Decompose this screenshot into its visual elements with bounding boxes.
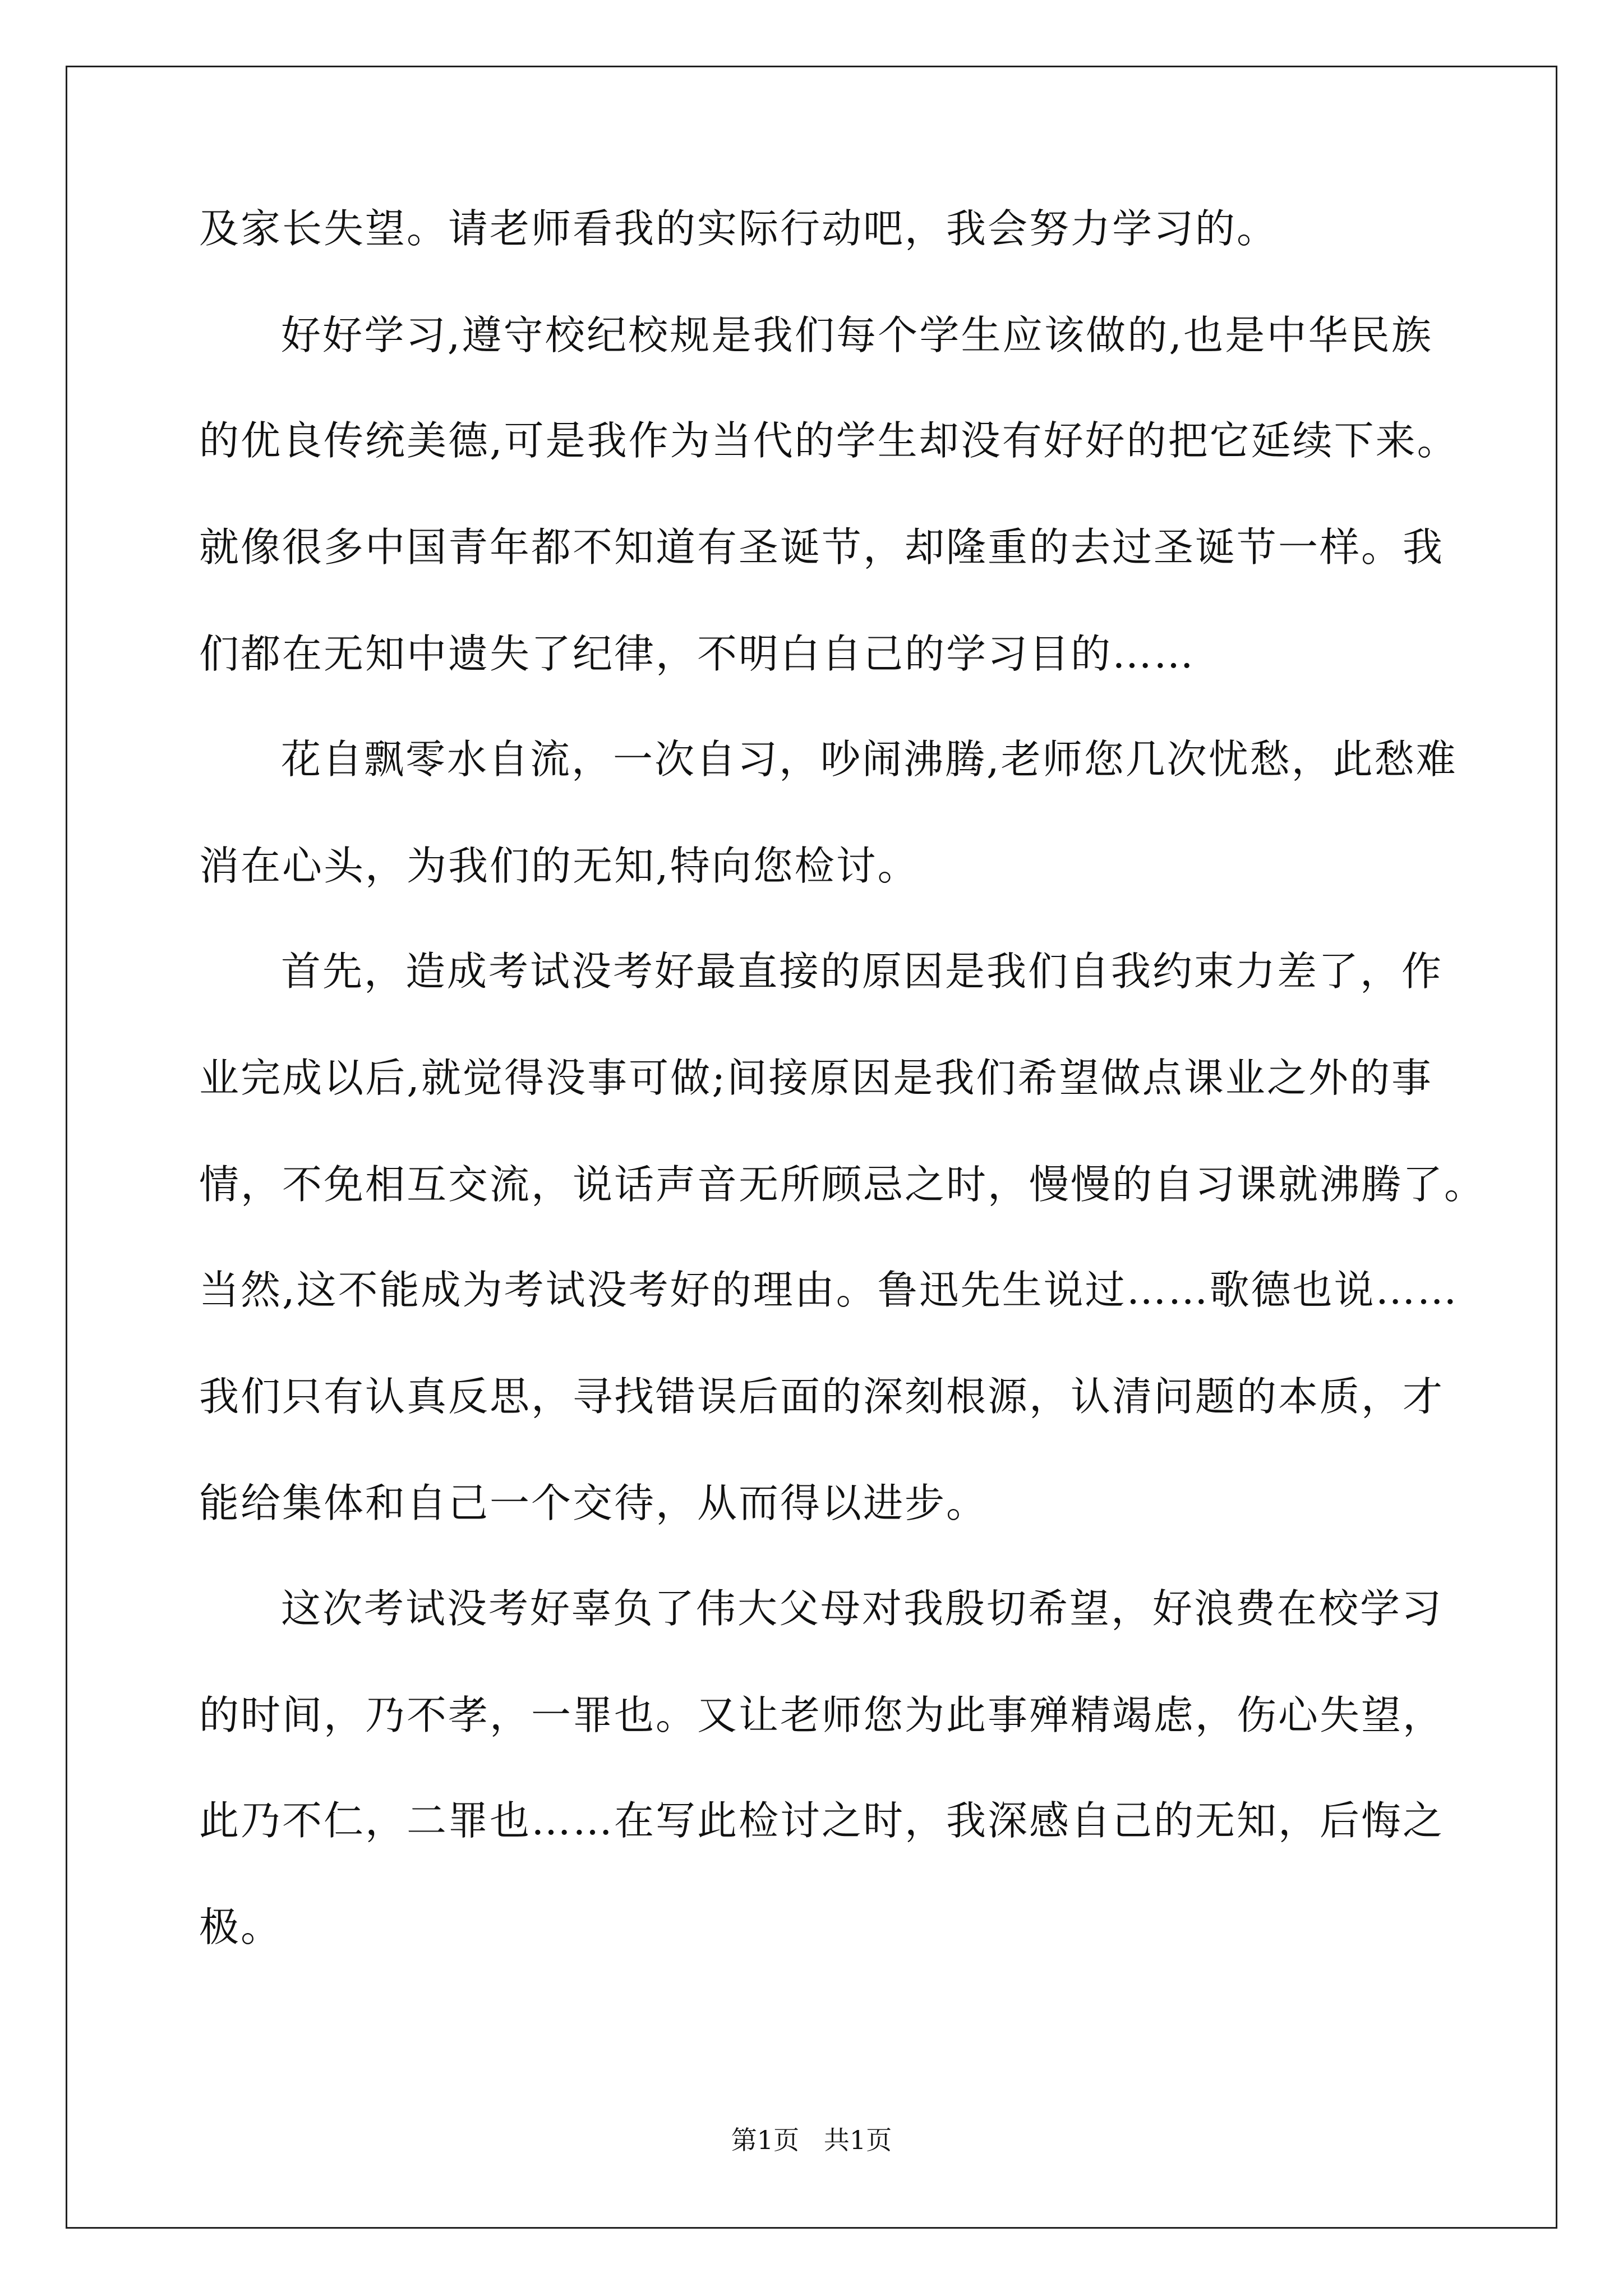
text-line: 首先，造成考试没考好最直接的原因是我们自我约束力差了，作: [281, 948, 1444, 995]
text-line: 及家长失望。请老师看我的实际行动吧，我会努力学习的。: [199, 205, 1279, 252]
text-line: 这次考试没考好辜负了伟大父母对我殷切希望，好浪费在校学习: [281, 1585, 1444, 1632]
text-line: 好好学习,遵守校纪校规是我们每个学生应该做的,也是中华民族: [281, 312, 1433, 358]
text-line: 极。: [199, 1904, 283, 1950]
text-line: 的优良传统美德,可是我作为当代的学生却没有好好的把它延续下来。: [199, 417, 1459, 464]
text-line: 们都在无知中遗失了纪律，不明白自己的学习目的……: [199, 631, 1196, 677]
text-line: 当然,这不能成为考试没考好的理由。鲁迅先生说过……歌德也说……: [199, 1267, 1459, 1313]
text-line: 此乃不仁，二罪也……在写此检讨之时，我深感自己的无知，后悔之: [199, 1797, 1445, 1844]
page-footer: 第1页 共1页: [731, 2125, 892, 2155]
page-border: [66, 66, 1557, 2229]
text-line: 业完成以后,就觉得没事可做;间接原因是我们希望做点课业之外的事: [199, 1055, 1433, 1101]
text-line: 的时间，乃不孝，一罪也。又让老师您为此事殚精竭虑，伤心失望，: [199, 1692, 1445, 1738]
text-line: 我们只有认真反思，寻找错误后面的深刻根源，认清问题的本质，才: [199, 1373, 1445, 1420]
text-line: 情，不免相互交流，说话声音无所顾忌之时，慢慢的自习课就沸腾了。: [199, 1161, 1486, 1208]
text-line: 花自飘零水自流，一次自习，吵闹沸腾,老师您几次忧愁，此愁难: [281, 736, 1458, 783]
text-line: 就像很多中国青年都不知道有圣诞节，却隆重的去过圣诞节一样。我: [199, 524, 1445, 570]
text-line: 能给集体和自己一个交待，从而得以进步。: [199, 1480, 988, 1526]
text-line: 消在心头，为我们的无知,特向您检讨。: [199, 843, 919, 889]
